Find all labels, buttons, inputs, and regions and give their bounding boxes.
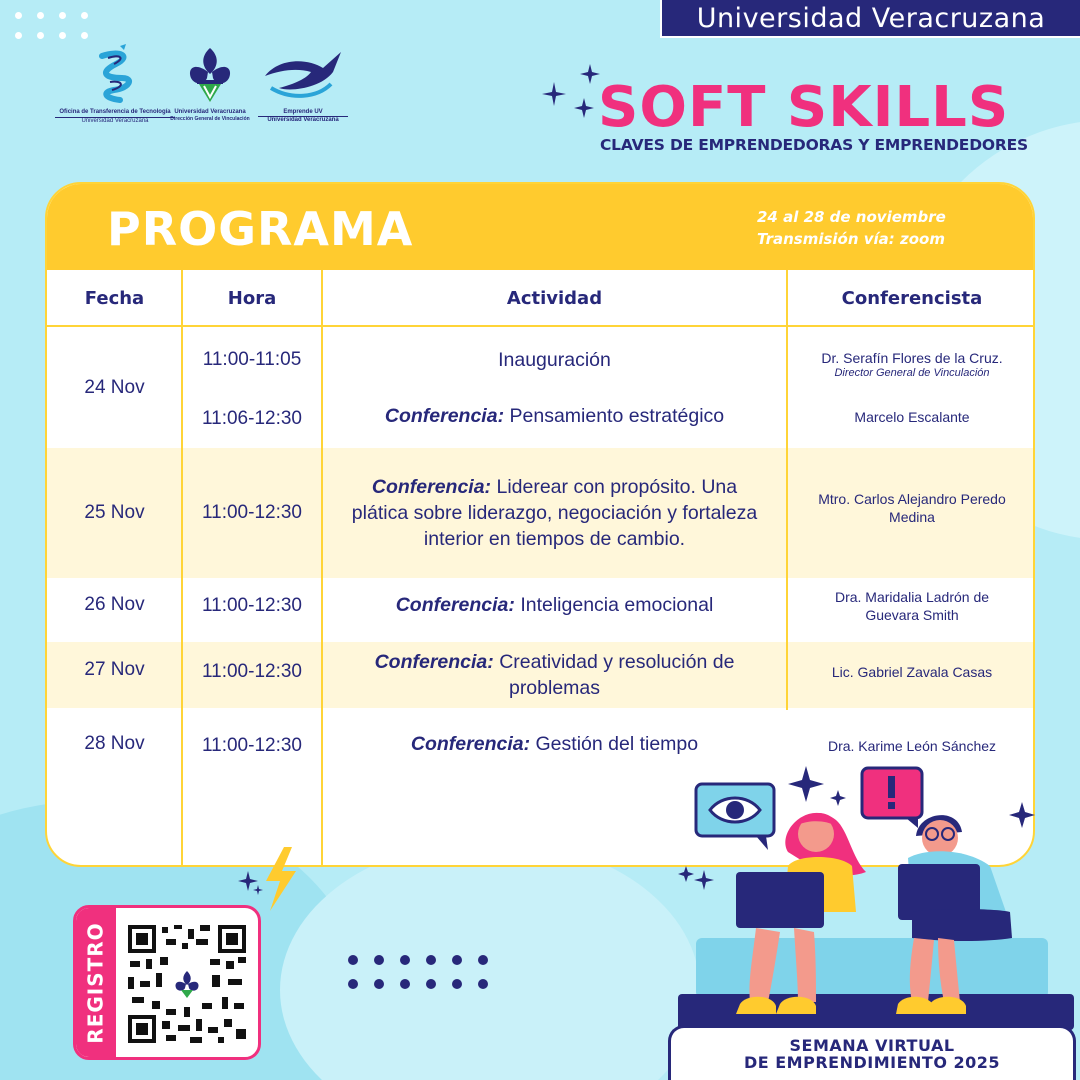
program-title: PROGRAMA (107, 202, 414, 256)
table-cell-date: 24 Nov (84, 376, 145, 398)
column-header-actividad: Actividad (506, 287, 603, 309)
table-cell-speaker (807, 448, 1017, 568)
column-header-conferencista: Conferencista (841, 287, 983, 309)
logo-subcaption: Dirección General de Vinculación (170, 116, 250, 122)
table-divider (47, 325, 1033, 327)
table-cell-activity (347, 448, 762, 578)
table-cell-time: 11:00-12:30 (201, 735, 302, 756)
table-cell-speaker (787, 726, 1035, 766)
table-cell-date: 28 Nov (84, 733, 145, 754)
column-header-fecha: Fecha (84, 287, 145, 309)
table-cell-speaker (787, 642, 1035, 702)
event-title: SOFT SKILLS (598, 75, 1010, 140)
university-banner (660, 0, 1080, 38)
table-cell-time: 11:00-11:05 (202, 349, 302, 370)
table-cell-time: 11:00-12:30 (201, 502, 302, 523)
students-illustration (676, 762, 1076, 1030)
activity-text: Creatividad y resolución de problemas (493, 651, 735, 699)
activity-text: Liderear con propósito. Una plática sobre liderazgo, negociación y fortaleza interior en tiempos de cambio. (351, 476, 758, 550)
qr-code-icon[interactable] (126, 923, 248, 1045)
sparkle-icon (540, 60, 600, 130)
program-info (757, 206, 946, 250)
table-cell-date: 25 Nov (84, 502, 145, 523)
speaker-name: Marcelo Escalante (854, 409, 970, 425)
table-cell-activity (342, 642, 767, 708)
table-cell-date: 27 Nov (84, 659, 145, 680)
speaker-name: Mtro. Carlos Alejandro Peredo Medina (818, 491, 1006, 525)
university-banner-text: Universidad Veracruzana (696, 2, 1046, 34)
registro-label: REGISTRO (84, 921, 108, 1044)
week-banner-line2: DE EMPRENDIMIENTO 2025 (743, 1053, 1001, 1072)
decorative-dots (15, 10, 95, 40)
table-cell-speaker (812, 578, 1012, 642)
activity-text: Inauguración (498, 349, 611, 371)
table-cell-activity (322, 578, 787, 642)
program-dates: 24 al 28 de noviembre (757, 208, 946, 226)
logo-caption: Universidad Veracruzana (174, 109, 246, 115)
alert-bubble-icon (862, 768, 922, 828)
activity-text: Gestión del tiempo (530, 733, 699, 755)
speaker-role: Director General de Vinculación (834, 367, 990, 379)
speaker-name: Dra. Maridalia Ladrón de Guevara Smith (834, 589, 990, 623)
table-cell-time: 11:00-12:30 (201, 661, 302, 682)
ott-logo-icon (90, 42, 140, 104)
logo-ott (55, 42, 175, 125)
speaker-name: Dra. Karime León Sánchez (827, 738, 997, 754)
activity-prefix: Conferencia: (410, 733, 531, 755)
speaker-name: Dr. Serafín Flores de la Cruz. (821, 350, 1003, 366)
table-cell-activity (322, 724, 787, 764)
week-banner (668, 1025, 1076, 1080)
speaker-name: Lic. Gabriel Zavala Casas (831, 664, 993, 680)
table-cell-activity (322, 398, 787, 434)
event-subtitle: CLAVES DE EMPRENDEDORAS Y EMPRENDEDORES (600, 136, 1028, 154)
table-cell-speaker (787, 402, 1035, 432)
logo-caption: Emprende UV (283, 109, 323, 115)
table-cell-speaker (787, 344, 1035, 384)
table-cell-time: 11:00-12:30 (201, 595, 302, 616)
logo-caption: Oficina de Transferencia de Tecnología (59, 109, 171, 115)
uv-fleur-icon (185, 44, 235, 104)
logo-subcaption: Universidad Veracruzana (258, 116, 348, 124)
logo-subcaption: Universidad Veracruzana (55, 117, 175, 125)
decorative-dots (348, 955, 508, 995)
activity-text: Inteligencia emocional (514, 594, 714, 616)
registro-qr-card[interactable] (73, 905, 261, 1060)
eye-bubble-icon (696, 784, 774, 850)
activity-prefix: Conferencia: (371, 476, 492, 498)
emprende-bird-icon (261, 48, 345, 104)
activity-prefix: Conferencia: (374, 651, 494, 673)
table-cell-activity (322, 342, 787, 378)
week-banner-line1: SEMANA VIRTUAL (789, 1036, 955, 1055)
activity-text: Pensamiento estratégico (504, 405, 725, 427)
activity-prefix: Conferencia: (384, 405, 505, 427)
registro-tab (76, 908, 116, 1057)
program-transmission: Transmisión vía: zoom (757, 230, 945, 248)
table-cell-time: 11:06-12:30 (201, 408, 302, 429)
column-header-hora: Hora (227, 287, 277, 309)
table-cell-date: 26 Nov (84, 594, 145, 615)
activity-prefix: Conferencia: (395, 594, 515, 616)
logo-emprende-uv (258, 48, 348, 124)
logo-uv (165, 44, 255, 123)
